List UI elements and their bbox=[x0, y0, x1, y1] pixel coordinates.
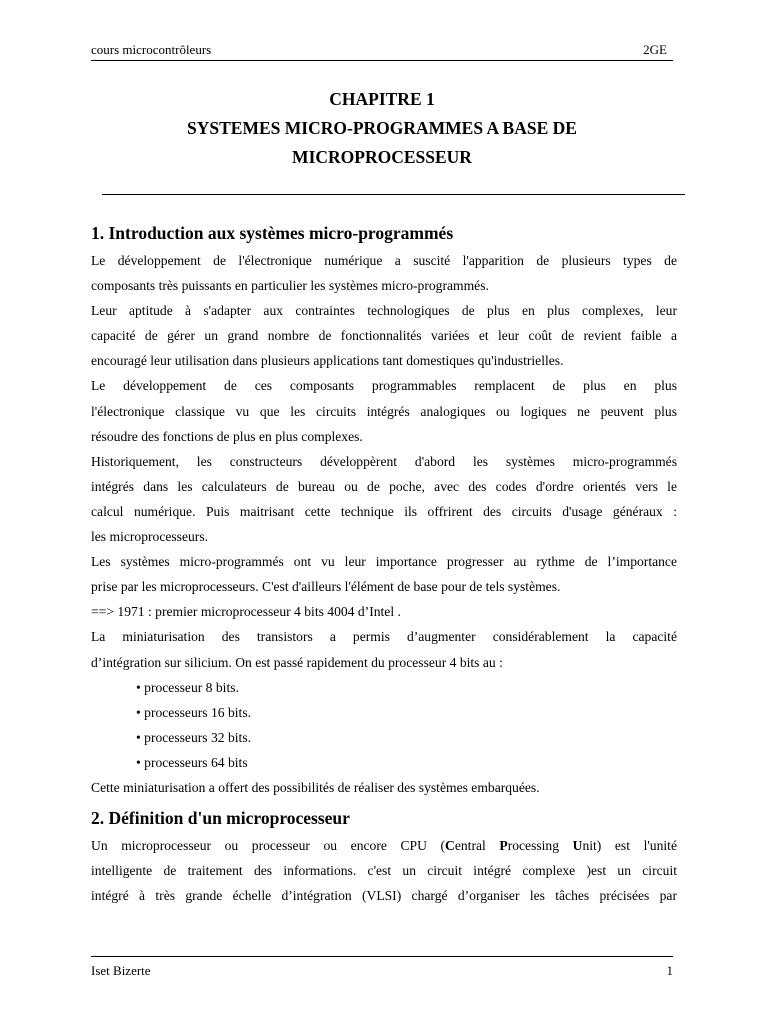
bullet-item: • processeurs 16 bits. bbox=[136, 704, 252, 720]
paragraph-line: résoudre des fonctions de plus en plus complexes. bbox=[91, 428, 363, 444]
paragraph-line: Les systèmes micro-programmés ont vu leur importance progresser au rythme de l’importance bbox=[91, 554, 677, 570]
bullet-item: • processeur 8 bits. bbox=[136, 679, 239, 695]
paragraph-line: capacité de gérer un grand nombre de fonctionnalités variées et leur coût de revient faible a bbox=[91, 328, 677, 344]
chapter-title-line-1: SYSTEMES MICRO-PROGRAMMES A BASE DE bbox=[187, 118, 577, 138]
bullet-item: • processeurs 32 bits. bbox=[136, 729, 252, 745]
text-run: nit) est l'unité bbox=[582, 838, 677, 854]
page-number: 1 bbox=[666, 963, 673, 978]
bold-letter: P bbox=[499, 838, 508, 854]
chapter-number: CHAPITRE 1 bbox=[329, 89, 435, 109]
paragraph-line bbox=[91, 833, 677, 858]
header-course-name: cours microcontrôleurs bbox=[91, 42, 212, 57]
paragraph-line: les microprocesseurs. bbox=[91, 529, 209, 545]
paragraph-line: Cette miniaturisation a offert des possibilités de réaliser des systèmes embarquées. bbox=[91, 779, 540, 795]
footer-institution: Iset Bizerte bbox=[91, 963, 151, 978]
paragraph-line: l'électronique classique vu que les circuits intégrés analogiques ou logiques ne peuvent plus bbox=[91, 403, 677, 419]
bullet-item: • processeurs 64 bits bbox=[136, 754, 248, 770]
text-run: rocessing bbox=[507, 838, 573, 854]
page-header bbox=[91, 42, 673, 61]
page-body bbox=[91, 218, 677, 908]
paragraph-line: composants très puissants en particulier les systèmes micro-programmés. bbox=[91, 278, 489, 294]
title-divider bbox=[102, 194, 685, 195]
paragraph-line: intégré à très grande échelle d’intégration (VLSI) chargé d’organiser les tâches précisées par bbox=[91, 888, 677, 904]
paragraph-line: ==> 1971 : premier microprocesseur 4 bits 4004 d’Intel . bbox=[91, 604, 401, 620]
section-2-heading: 2. Définition d'un microprocesseur bbox=[91, 808, 350, 829]
paragraph-line: Le développement de ces composants programmables remplacent de plus en plus bbox=[91, 378, 677, 394]
paragraph-line: encouragé leur utilisation dans plusieurs applications tant domestiques qu'industrielles. bbox=[91, 353, 564, 369]
chapter-title bbox=[91, 85, 673, 172]
paragraph-line: intelligente de traitement des informations. c'est un circuit intégré complexe )est un circuit bbox=[91, 863, 677, 879]
paragraph-line: calcul numérique. Puis maitrisant cette technique ils offrirent des circuits d'usage généraux : bbox=[91, 503, 677, 519]
text-run: entral bbox=[454, 838, 500, 854]
header-class: 2GE bbox=[643, 42, 667, 57]
paragraph-line: d’intégration sur silicium. On est passé rapidement du processeur 4 bits au : bbox=[91, 654, 503, 670]
text-run: Un microprocesseur ou processeur ou encore CPU ( bbox=[91, 838, 446, 854]
paragraph-line: Historiquement, les constructeurs développèrent d'abord les systèmes micro-programmés bbox=[91, 453, 677, 469]
page-footer bbox=[91, 956, 673, 979]
paragraph-line: La miniaturisation des transistors a permis d’augmenter considérablement la capacité bbox=[91, 629, 677, 645]
paragraph-line: prise par les microprocesseurs. C'est d'ailleurs l'élément de base pour de tels systèmes. bbox=[91, 579, 561, 595]
bold-letter: C bbox=[445, 838, 455, 854]
paragraph-line: intégrés dans les calculateurs de bureau ou de poche, avec des codes d'ordre orientés vers le bbox=[91, 478, 677, 494]
section-1-heading: 1. Introduction aux systèmes micro-programmés bbox=[91, 223, 454, 243]
paragraph-line: Leur aptitude à s'adapter aux contraintes technologiques de plus en plus complexes, leur bbox=[91, 303, 677, 319]
paragraph-line: Le développement de l'électronique numérique a suscité l'apparition de plusieurs types de bbox=[91, 253, 677, 268]
bold-letter: U bbox=[572, 838, 583, 854]
chapter-title-line-2: MICROPROCESSEUR bbox=[292, 147, 472, 167]
